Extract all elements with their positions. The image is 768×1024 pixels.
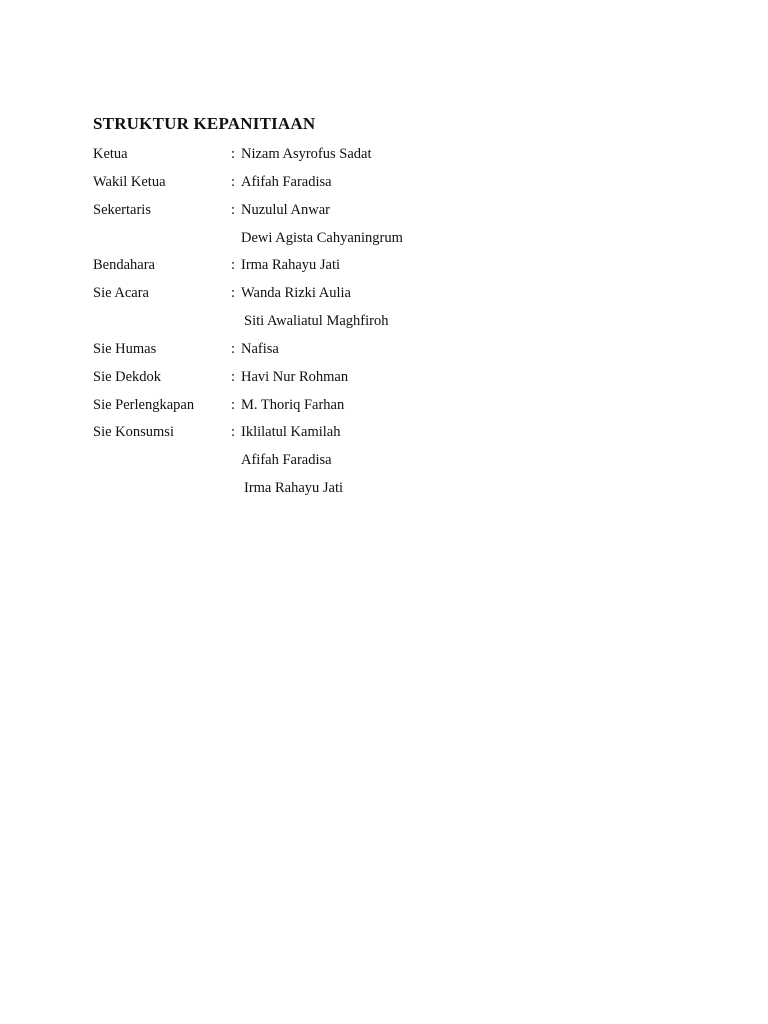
member-name: Nizam Asyrofus Sadat	[241, 146, 372, 162]
role-label: Sie Acara	[93, 285, 149, 302]
role-label: Wakil Ketua	[93, 173, 166, 190]
member-name: Dewi Agista Cahyaningrum	[241, 229, 403, 246]
committee-row-sie-konsumsi-3	[93, 478, 693, 506]
committee-row-wakil-ketua	[93, 172, 693, 200]
role-label: Sie Perlengkapan	[93, 396, 195, 413]
member-name: Irma Rahayu Jati	[241, 257, 341, 274]
member-name: Havi Nur Rohman	[241, 368, 349, 385]
colon-separator: :	[231, 285, 236, 302]
member-name: Afifah Faradisa	[241, 452, 332, 469]
committee-row-sie-perlengkapan	[93, 395, 693, 423]
committee-row-sie-konsumsi	[93, 422, 693, 450]
committee-row-sie-humas	[93, 339, 693, 367]
committee-row-ketua	[93, 144, 693, 172]
role-label: Sekertaris	[93, 201, 151, 218]
colon-separator: :	[231, 201, 236, 218]
member-name: Irma Rahayu Jati	[244, 480, 344, 497]
role-label: Sie Dekdok	[93, 368, 162, 385]
member-name: Siti Awaliatul Maghfiroh	[244, 313, 389, 330]
role-label: Sie Humas	[93, 340, 157, 357]
member-name: Nafisa	[241, 340, 279, 357]
committee-row-sie-acara-2	[93, 311, 693, 339]
role-label: Sie Konsumsi	[93, 424, 174, 441]
member-name: M. Thoriq Farhan	[241, 396, 345, 413]
colon-separator: :	[231, 368, 236, 385]
colon-separator: :	[231, 424, 236, 441]
member-name: Wanda Rizki Aulia	[241, 285, 351, 302]
committee-row-bendahara	[93, 255, 693, 283]
committee-row-sie-konsumsi-2	[93, 450, 693, 478]
colon-separator: :	[231, 173, 236, 190]
document-title: STRUKTUR KEPANITIAAN	[93, 114, 316, 133]
committee-list	[93, 144, 693, 506]
colon-separator: :	[231, 146, 236, 162]
role-label: Ketua	[93, 146, 128, 162]
committee-row-sekertaris-2	[93, 228, 693, 256]
committee-row-sekertaris	[93, 200, 693, 228]
member-name: Afifah Faradisa	[241, 173, 332, 190]
committee-row-sie-dekdok	[93, 367, 693, 395]
committee-row-sie-acara	[93, 283, 693, 311]
member-name: Nuzulul Anwar	[241, 201, 330, 218]
colon-separator: :	[231, 396, 236, 413]
role-label: Bendahara	[93, 257, 155, 274]
colon-separator: :	[231, 340, 236, 357]
colon-separator: :	[231, 257, 236, 274]
member-name: Iklilatul Kamilah	[241, 424, 341, 441]
